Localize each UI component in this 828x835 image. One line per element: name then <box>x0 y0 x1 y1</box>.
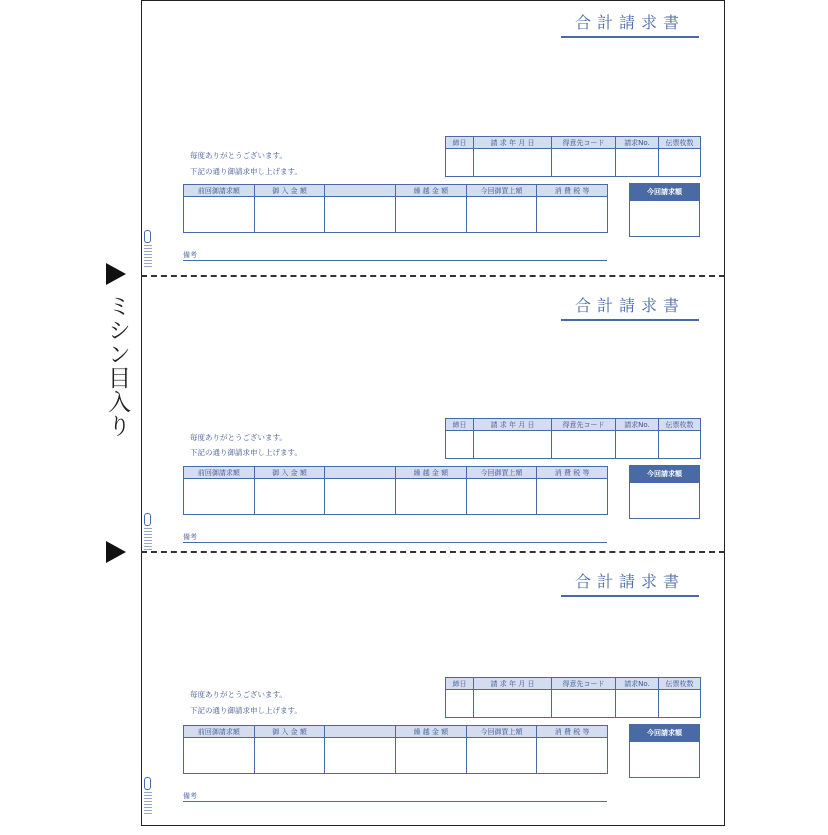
header-cell <box>325 467 396 479</box>
value-cell <box>395 738 466 774</box>
value-cell <box>395 479 466 515</box>
header-cell: 請求No. <box>616 678 659 690</box>
invoice-slip-2 <box>141 283 725 559</box>
value-cell <box>537 197 608 233</box>
value-cell <box>552 149 616 177</box>
perforation-arrow-icon <box>106 263 126 285</box>
header-cell: 締日 <box>446 419 474 431</box>
value-cell <box>254 197 325 233</box>
value-cell <box>659 431 701 459</box>
value-cell <box>254 479 325 515</box>
value-cell <box>184 197 255 233</box>
remarks-line <box>183 532 607 543</box>
billing-info-table <box>445 418 701 459</box>
remarks-line <box>183 250 607 261</box>
header-cell: 御 入 金 額 <box>254 185 325 197</box>
value-cell <box>616 149 659 177</box>
header-cell: 今回御買上額 <box>466 467 537 479</box>
value-cell <box>395 197 466 233</box>
header-cell: 繰 越 金 額 <box>395 467 466 479</box>
header-cell: 前回御請求額 <box>184 185 255 197</box>
header-cell: 請 求 年 月 日 <box>474 137 552 149</box>
header-cell: 請求No. <box>616 137 659 149</box>
remarks-label: 備考 <box>183 251 197 259</box>
current-total-box <box>629 465 700 519</box>
remarks-label: 備考 <box>183 792 197 800</box>
amount-table <box>183 466 608 515</box>
header-cell: 請 求 年 月 日 <box>474 678 552 690</box>
maker-logo-icon <box>144 513 152 555</box>
header-cell: 伝票枚数 <box>659 419 701 431</box>
value-cell <box>659 690 701 718</box>
header-cell: 伝票枚数 <box>659 137 701 149</box>
invoice-slip-3 <box>141 559 725 835</box>
value-cell <box>552 690 616 718</box>
header-cell: 請 求 年 月 日 <box>474 419 552 431</box>
current-total-label: 今回請求額 <box>630 725 699 742</box>
current-total-label: 今回請求額 <box>630 184 699 201</box>
header-cell: 得意先コード <box>552 137 616 149</box>
value-cell <box>325 479 396 515</box>
greeting-line-2: 下記の通り御請求申し上げます。 <box>190 167 302 176</box>
value-cell <box>537 479 608 515</box>
amount-table <box>183 184 608 233</box>
perforation-arrow-icon <box>106 541 126 563</box>
value-cell <box>474 690 552 718</box>
billing-info-table <box>445 677 701 718</box>
current-total-box <box>629 724 700 778</box>
greeting-line-1: 毎度ありがとうございます。 <box>190 690 287 699</box>
header-cell <box>325 726 396 738</box>
header-cell: 消 費 税 等 <box>537 467 608 479</box>
value-cell <box>254 738 325 774</box>
slip-title: 合計請求書 <box>561 569 699 597</box>
value-cell <box>466 479 537 515</box>
header-cell: 前回御請求額 <box>184 726 255 738</box>
invoice-slip-1 <box>141 0 725 276</box>
header-cell: 得意先コード <box>552 678 616 690</box>
header-cell: 御 入 金 額 <box>254 726 325 738</box>
greeting-line-2: 下記の通り御請求申し上げます。 <box>190 448 302 457</box>
value-cell <box>446 690 474 718</box>
current-total-label: 今回請求額 <box>630 466 699 483</box>
slip-title: 合計請求書 <box>561 293 699 321</box>
header-cell: 今回御買上額 <box>466 726 537 738</box>
value-cell <box>552 431 616 459</box>
header-cell: 御 入 金 額 <box>254 467 325 479</box>
greeting-line-1: 毎度ありがとうございます。 <box>190 433 287 442</box>
value-cell <box>616 690 659 718</box>
header-cell: 今回御買上額 <box>466 185 537 197</box>
current-total-box <box>629 183 700 237</box>
value-cell <box>446 149 474 177</box>
value-cell <box>466 197 537 233</box>
header-cell: 消 費 税 等 <box>537 726 608 738</box>
header-cell: 前回御請求額 <box>184 467 255 479</box>
value-cell <box>325 738 396 774</box>
greeting-line-2: 下記の通り御請求申し上げます。 <box>190 706 302 715</box>
perforation-label: ミシン目入り <box>104 294 130 438</box>
value-cell <box>659 149 701 177</box>
billing-info-table <box>445 136 701 177</box>
header-cell: 繰 越 金 額 <box>395 726 466 738</box>
value-cell <box>616 431 659 459</box>
header-cell: 得意先コード <box>552 419 616 431</box>
amount-table <box>183 725 608 774</box>
header-cell <box>325 185 396 197</box>
value-cell <box>446 431 474 459</box>
slip-title: 合計請求書 <box>561 10 699 38</box>
header-cell: 締日 <box>446 678 474 690</box>
header-cell: 請求No. <box>616 419 659 431</box>
greeting-line-1: 毎度ありがとうございます。 <box>190 151 287 160</box>
header-cell: 伝票枚数 <box>659 678 701 690</box>
value-cell <box>474 431 552 459</box>
remarks-line <box>183 791 607 802</box>
value-cell <box>466 738 537 774</box>
value-cell <box>325 197 396 233</box>
value-cell <box>184 738 255 774</box>
header-cell: 繰 越 金 額 <box>395 185 466 197</box>
maker-logo-icon <box>144 230 152 272</box>
remarks-label: 備考 <box>183 533 197 541</box>
header-cell: 締日 <box>446 137 474 149</box>
maker-logo-icon <box>144 777 152 819</box>
value-cell <box>537 738 608 774</box>
value-cell <box>474 149 552 177</box>
value-cell <box>184 479 255 515</box>
header-cell: 消 費 税 等 <box>537 185 608 197</box>
